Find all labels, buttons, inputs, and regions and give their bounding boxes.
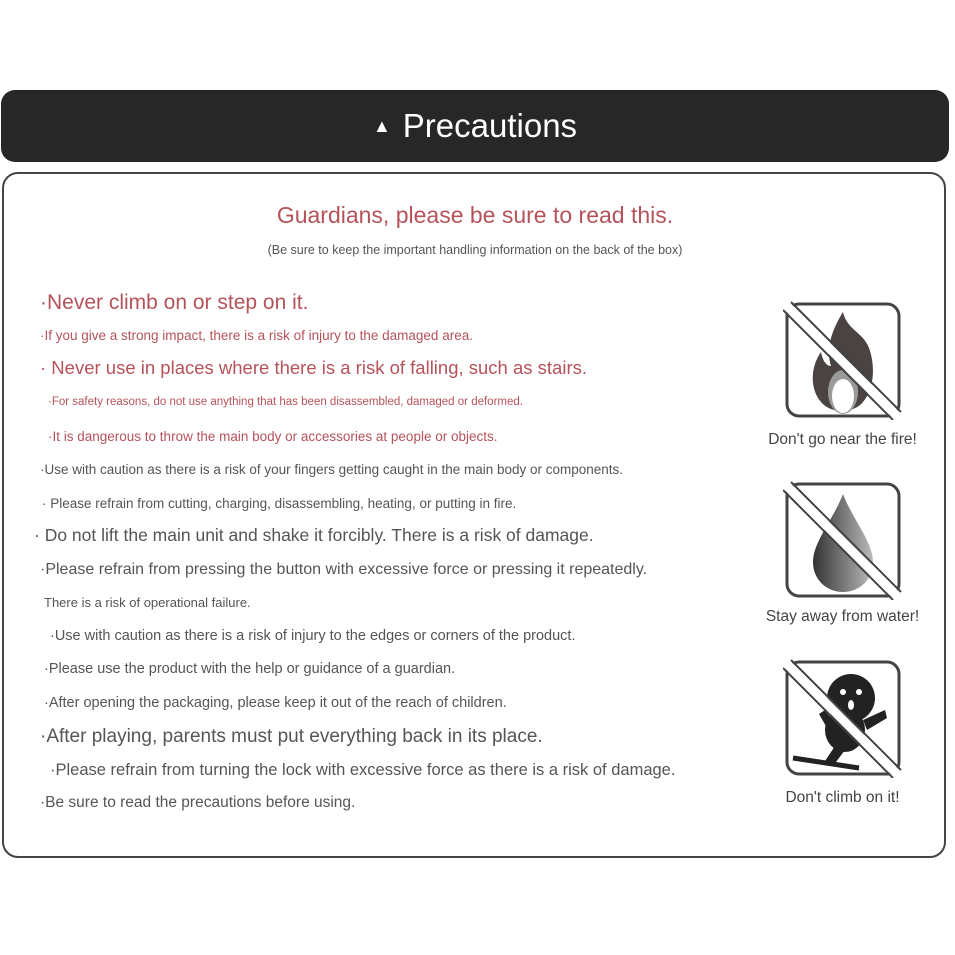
precaution-line: ·After opening the packaging, please keep it out of the reach of children. (44, 695, 507, 711)
precaution-line: ·Please refrain from turning the lock with excessive force as there is a risk of damage. (50, 761, 676, 779)
precaution-line: ·Please use the product with the help or guidance of a guardian. (44, 661, 456, 677)
guardian-notice-note: (Be sure to keep the important handling information on the back of the box) (267, 243, 683, 257)
precaution-line: ·It is dangerous to throw the main body or accessories at people or objects. (48, 429, 498, 444)
header-title: Precautions (402, 107, 578, 144)
precaution-line: ·Use with caution as there is a risk of injury to the edges or corners of the product. (50, 628, 576, 644)
precaution-line: ·Never climb on or step on it. (40, 291, 309, 314)
precaution-line: ·For safety reasons, do not use anything that has been disassembled, damaged or deformed. (48, 396, 523, 408)
precautions-header (1, 90, 949, 162)
precaution-line: ·Please refrain from pressing the button with excessive force or pressing it repeatedly. (40, 561, 648, 578)
no-water-icon (783, 480, 903, 600)
precaution-line: ·After playing, parents must put everything back in its place. (40, 726, 543, 747)
icon-caption: Stay away from water! (765, 608, 920, 625)
triangle-up-icon: ▲ (372, 115, 391, 136)
no-climb-icon (783, 658, 903, 778)
icon-caption: Don't go near the fire! (768, 431, 917, 448)
icon-caption: Don't climb on it! (785, 789, 900, 806)
guardian-notice-title: Guardians, please be sure to read this. (276, 202, 674, 228)
precaution-line: · Never use in places where there is a risk of falling, such as stairs. (40, 357, 588, 378)
precaution-line: ·If you give a strong impact, there is a risk of injury to the damaged area. (40, 328, 473, 343)
precaution-line: There is a risk of operational failure. (44, 595, 251, 610)
no-fire-icon (783, 300, 903, 420)
precaution-line: ·Use with caution as there is a risk of your fingers getting caught in the main body or components. (40, 462, 624, 477)
precaution-line: · Please refrain from cutting, charging, disassembling, heating, or putting in fire. (42, 496, 517, 511)
precaution-line: · Do not lift the main unit and shake it forcibly. There is a risk of damage. (34, 525, 594, 545)
precaution-line: ·Be sure to read the precautions before using. (40, 794, 356, 811)
